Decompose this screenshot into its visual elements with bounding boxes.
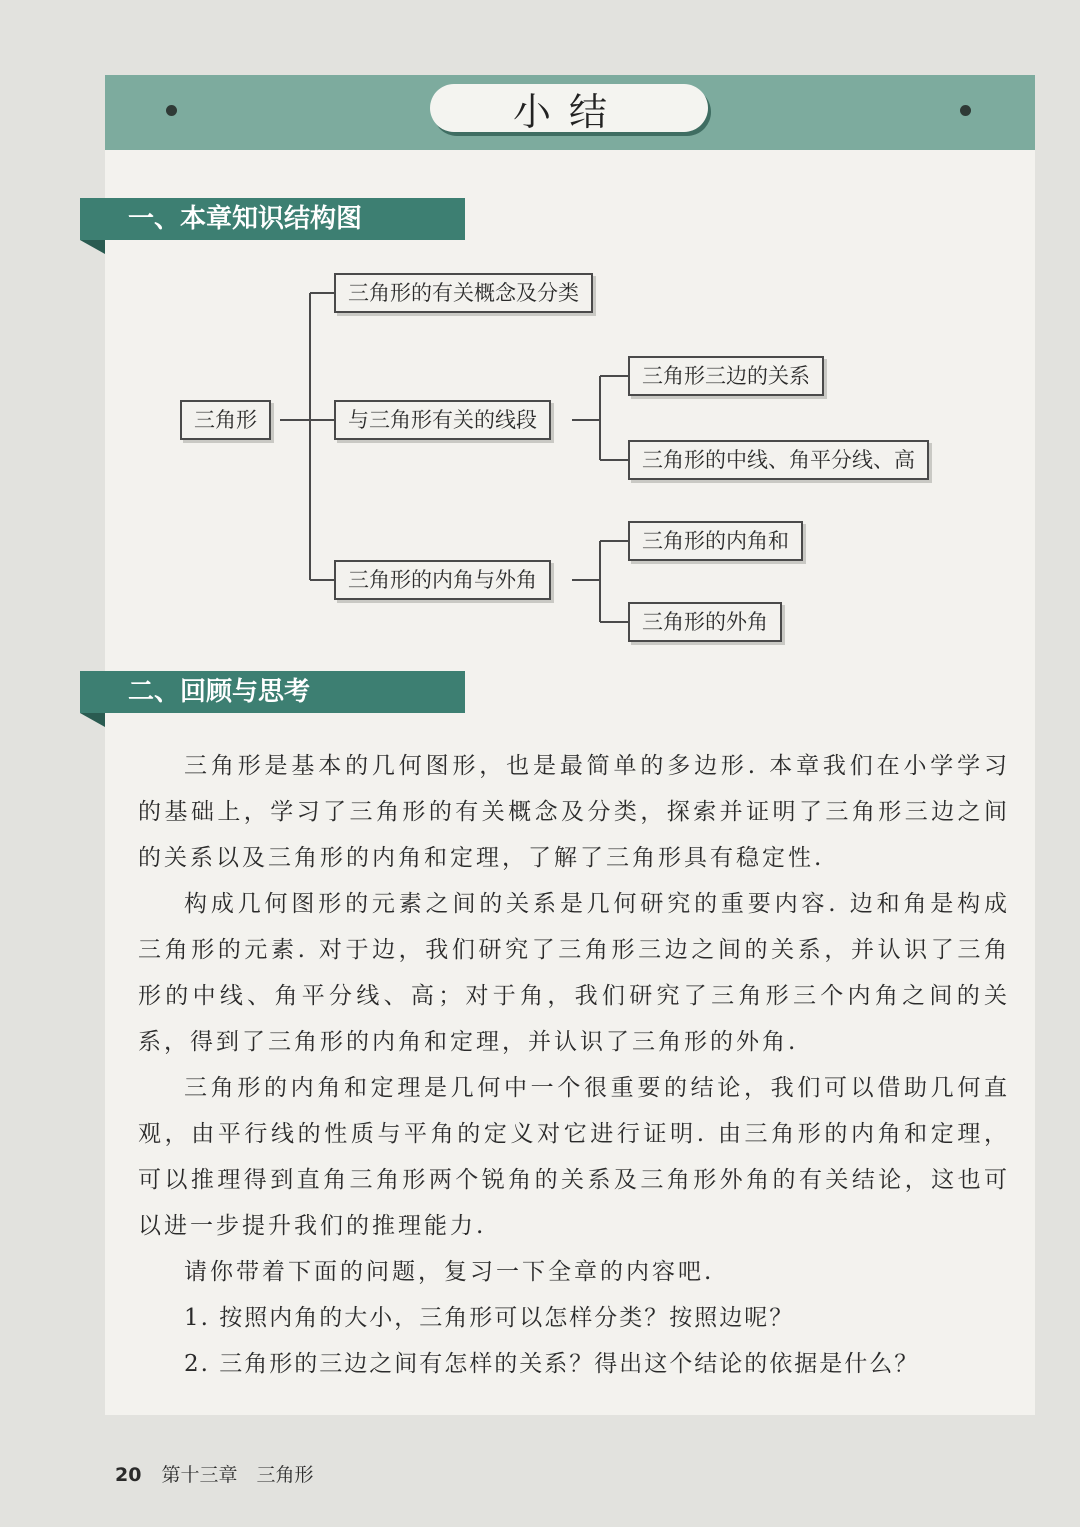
section-header-structure: 一、本章知识结构图: [80, 198, 465, 240]
diagram-node-segments: 与三角形有关的线段: [334, 400, 551, 440]
question-item: 1. 按照内角的大小，三角形可以怎样分类？按照边呢？: [184, 1305, 795, 1331]
diagram-node-exterior-angle: 三角形的外角: [628, 602, 782, 642]
paragraph: 请你带着下面的问题，复习一下全章的内容吧.: [184, 1259, 715, 1285]
question-item: 2. 三角形的三边之间有怎样的关系？得出这个结论的依据是什么？: [184, 1351, 920, 1377]
page-footer: [115, 1460, 314, 1487]
diagram-node-median-bisector-altitude: 三角形的中线、角平分线、高: [628, 440, 929, 480]
paragraph: 构成几何图形的元素之间的关系是几何研究的重要内容. 边和角是构成三角形的元素. 对于边，我们研究了三角形三边之间的关系，并认识了三角形的中线、角平分线、高；对于角，我们研究了三角形三个内角之间的关系，得到了三角形的内角和定理，并认识了三角形的外角.: [138, 891, 1010, 1055]
section-header-review: 二、回顾与思考: [80, 671, 465, 713]
diagram-root-node: 三角形: [180, 400, 271, 440]
chapter-label: 第十三章 三角形: [161, 1464, 314, 1486]
review-body: [138, 743, 1010, 1387]
diagram-node-concepts: 三角形的有关概念及分类: [334, 273, 593, 313]
diagram-node-side-relation: 三角形三边的关系: [628, 356, 824, 396]
paragraph: 三角形是基本的几何图形，也是最简单的多边形. 本章我们在小学学习的基础上，学习了三角形的有关概念及分类，探索并证明了三角形三边之间的关系以及三角形的内角和定理，了解了三角形具有稳定性.: [138, 753, 1010, 871]
page-title: 小结: [430, 84, 708, 132]
page-number: 20: [115, 1464, 142, 1486]
diagram-node-interior-sum: 三角形的内角和: [628, 521, 803, 561]
diagram-node-angles: 三角形的内角与外角: [334, 560, 551, 600]
paragraph: 三角形的内角和定理是几何中一个很重要的结论，我们可以借助几何直观，由平行线的性质与平角的定义对它进行证明. 由三角形的内角和定理，可以推理得到直角三角形两个锐角的关系及三角形外角的有关结论，这也可以进一步提升我们的推理能力.: [138, 1075, 1010, 1239]
